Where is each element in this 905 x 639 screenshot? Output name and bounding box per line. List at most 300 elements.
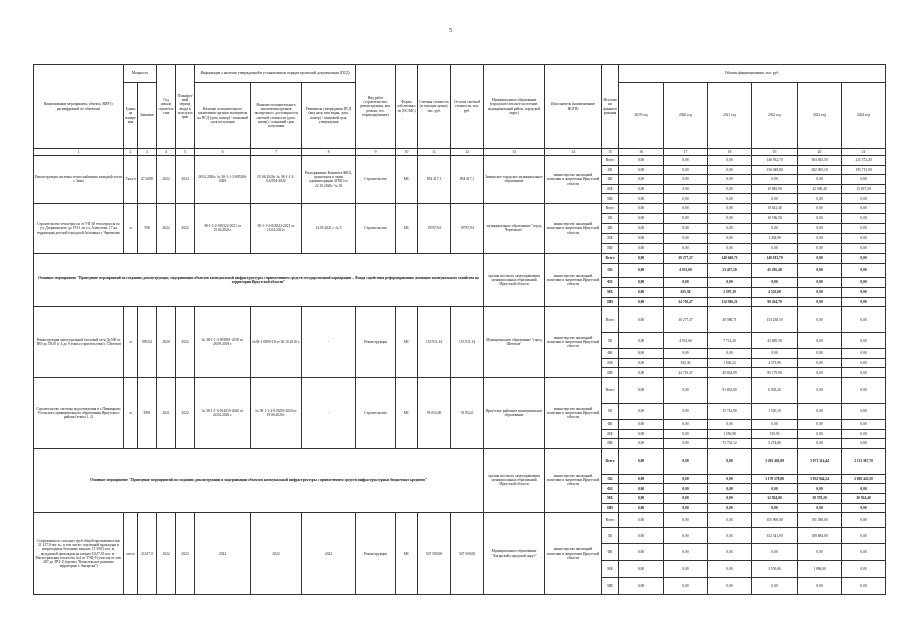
funding-value: 0,00 [842, 203, 886, 213]
cost-estimate-info: 05.06.2020г. № 38-1-1-2-022054-2020 [251, 156, 302, 204]
executor: министерство жилищной политики и энергетики Иркутской области [545, 377, 602, 448]
funding-value: 0,00 [619, 307, 664, 333]
funding-value: 0,00 [708, 419, 752, 429]
funding-value: 0,00 [619, 528, 664, 544]
funding-value: 15 742,90 [708, 403, 752, 419]
funding-value: 0,00 [708, 213, 752, 223]
funding-value: 0,00 [752, 503, 798, 513]
funding-value: 6 945,20 [752, 377, 798, 403]
funding-value: 0,00 [798, 203, 842, 213]
column-number: 13 [484, 149, 545, 156]
funding-source: ОБ [602, 263, 619, 277]
work-type: Строительство [356, 377, 396, 448]
main-event-name: Основное мероприятие "Проведение мероприятий по созданию, реконструкции и модернизации объектов коммунальной инфраструктуры с привлечением средств инфраструктурных бюджетных кредитов" [34, 448, 484, 512]
funding-value: 0,00 [752, 578, 798, 595]
capacity-value: 47,3698 [138, 156, 157, 204]
column-number: 16 [619, 149, 664, 156]
capacity-unit: м [124, 307, 138, 378]
funding-value: 0,00 [619, 544, 664, 561]
funding-value: 19 641,40 [752, 203, 798, 213]
expertise-info: № 38-1-1-3-014035-2020 от 24.04.2020 г. [195, 377, 251, 448]
funding-value: 0,00 [798, 333, 842, 349]
funding-value: 189 684,00 [798, 528, 842, 544]
funding-value: 352 341,00 [752, 528, 798, 544]
funding-value: 0,00 [664, 223, 708, 233]
end-year: 2022 [176, 203, 195, 253]
funding-source: ИИ [602, 439, 619, 449]
end-year: 2022 [176, 377, 195, 448]
header-cost-estimate: Наличие положительного заключения органов экспертизы о достоверности сметной стоимости (дата, номер) / плановый срок получения [251, 83, 302, 149]
estimated-cost: 854 417,1 [418, 156, 451, 204]
funding-value: 0,00 [752, 419, 798, 429]
work-type: Строительство [356, 203, 396, 253]
funding-value: 30 277,37 [664, 253, 708, 263]
funding-source: МБ [602, 287, 619, 297]
funding-value: 0,00 [619, 429, 664, 439]
column-number: 4 [157, 149, 176, 156]
funding-value: 2 597,30 [708, 287, 752, 297]
funding-value: 0,00 [664, 277, 708, 287]
work-type: Реконструкция [356, 307, 396, 378]
municipality: Иркутское районное муниципальное образование [484, 377, 545, 448]
funding-value: 0,00 [842, 194, 886, 204]
funding-value: 1 454,90 [752, 233, 798, 243]
municipality: органы местного самоуправления муниципальных образований Иркутской области [484, 253, 545, 306]
funding-value: 43 685,50 [752, 333, 798, 349]
header-year-2021: 2021 год [708, 83, 752, 149]
remaining-cost: 19767,94 [451, 203, 484, 253]
header-psd: Информация о наличии утвержденной в установленном порядке проектной документации (ПСД) [195, 65, 356, 83]
approval-info: 2022 [302, 513, 356, 595]
funding-source: Всего [602, 307, 619, 333]
funding-register-table [33, 64, 886, 595]
funding-value: 0,00 [708, 503, 752, 513]
funding-value: 0,00 [842, 484, 886, 494]
funding-value: 211 372,20 [842, 156, 886, 166]
object-name: Реконструкция системы теплоснабжения западной части г. Зима [34, 156, 124, 204]
funding-value: 0,00 [842, 223, 886, 233]
funding-value: 38 370,20 [798, 493, 842, 503]
funding-source: ФБ [602, 484, 619, 494]
header-year-2023: 2023 год [798, 83, 842, 149]
funding-value: 0,00 [619, 156, 664, 166]
funding-value: 0,00 [664, 528, 708, 544]
approval-info: 14.05.2021 г. № 5 [302, 203, 356, 253]
funding-source: ОБ [602, 474, 619, 484]
funding-value: 0,00 [619, 561, 664, 578]
expertise-info: 2022 [195, 513, 251, 595]
funding-value: 1 040,22 [708, 358, 752, 368]
funding-value: 0,00 [664, 561, 708, 578]
executor: министерство жилищной политики и энергетики Иркутской области [545, 253, 602, 306]
funding-value: 0,00 [842, 213, 886, 223]
funding-value: 0,00 [619, 493, 664, 503]
column-numbers-row [34, 149, 886, 156]
funding-value: 0,00 [664, 377, 708, 403]
column-number: 8 [302, 149, 356, 156]
funding-value: 0,00 [708, 277, 752, 287]
funding-value: 0,00 [708, 349, 752, 359]
funding-value: 3 071 314,44 [798, 448, 842, 474]
municipality: Муниципальное образование "Ангарский городской округ" [484, 513, 545, 595]
funding-value: 0,00 [842, 233, 886, 243]
column-number: 1 [34, 149, 124, 156]
funding-value: 0,00 [842, 419, 886, 429]
column-number: 9 [356, 149, 396, 156]
header-source: Источники финансирования [602, 65, 619, 149]
header-planned-year: Планируемый период ввода в эксплуатацию [176, 65, 195, 149]
estimated-cost: 547 500,00 [418, 513, 451, 595]
start-year: 2022 [157, 156, 176, 204]
funding-value: 49 588,71 [708, 307, 752, 333]
funding-value: 0,00 [798, 277, 842, 287]
funding-value: 0,00 [798, 349, 842, 359]
end-year: 2022 [176, 307, 195, 378]
funding-value: 195 715,00 [842, 165, 886, 175]
funding-value: 0,00 [842, 503, 886, 513]
funding-value: 40 834,09 [708, 368, 752, 378]
funding-value: 3 032 944,24 [798, 474, 842, 484]
funding-value: 0,00 [752, 194, 798, 204]
executor: министерство жилищной политики и энергетики Иркутской области [545, 203, 602, 253]
executor: министерство жилищной политики и энергетики Иркутской области [545, 513, 602, 595]
capacity-value: 909,04 [138, 307, 157, 378]
funding-value: 0,00 [664, 165, 708, 175]
column-number: 3 [138, 149, 157, 156]
cost-estimate-info: № 38-1-1-2-019250-2020 от 19.06.2020 г. [251, 377, 302, 448]
funding-source: ФБ [602, 223, 619, 233]
funding-value: 0,00 [664, 156, 708, 166]
funding-value: 91 052,00 [708, 377, 752, 403]
funding-value: 73 752,12 [708, 439, 752, 449]
estimated-cost: 91 052,00 [418, 377, 451, 448]
object-name: Строительство теплотрассы от УП-30 теплотрассы по ул. Дзержинского до УП-1 по ул. Алексеева, 17 на территории детской городской больницы г. Черемхово [34, 203, 124, 253]
ownership: МС [396, 377, 418, 448]
column-number: 10 [396, 149, 418, 156]
funding-source: МБ [602, 233, 619, 243]
funding-value: 0,00 [619, 223, 664, 233]
funding-value: 0,00 [708, 513, 752, 528]
funding-value: 0,00 [664, 349, 708, 359]
funding-value: 0,00 [708, 528, 752, 544]
funding-value: 0,00 [798, 233, 842, 243]
funding-value: 23 457,20 [708, 263, 752, 277]
funding-source: Всего [602, 253, 619, 263]
funding-value: 136 048,80 [752, 165, 798, 175]
funding-value: 0,00 [798, 243, 842, 253]
municipality: муниципальное образование "город Черемхово" [484, 203, 545, 253]
cost-estimate-info: №38-1-0809-18 от 30.10.2018 г. [251, 307, 302, 378]
funding-value: 0,00 [798, 377, 842, 403]
funding-value: 0,00 [664, 233, 708, 243]
funding-value: 0,00 [708, 243, 752, 253]
funding-value: 0,00 [842, 349, 886, 359]
funding-value: 0,00 [619, 513, 664, 528]
header-year-2022: 2022 год [752, 83, 798, 149]
funding-source: Всего [602, 203, 619, 213]
funding-value: 4 373,90 [752, 358, 798, 368]
funding-value: 0,00 [619, 368, 664, 378]
start-year: 2021 [157, 377, 176, 448]
work-type: Реконструкция [356, 513, 396, 595]
funding-value: 0,00 [664, 578, 708, 595]
funding-value: 0,00 [842, 544, 886, 561]
funding-value: 0,00 [619, 377, 664, 403]
funding-value: 0,00 [664, 419, 708, 429]
approval-info: - [302, 307, 356, 378]
funding-value: 0,00 [842, 513, 886, 528]
funding-value: 0,00 [708, 175, 752, 185]
funding-value: 0,00 [619, 297, 664, 307]
funding-value: 0,00 [708, 233, 752, 243]
funding-value: 15 657,20 [842, 184, 886, 194]
funding-value: 0,00 [619, 263, 664, 277]
funding-value: 32 824,00 [752, 493, 798, 503]
funding-value: 0,00 [842, 175, 886, 185]
funding-value: 0,00 [842, 243, 886, 253]
capacity-unit: м [124, 203, 138, 253]
header-ownership: Форма собственности (ОС/МС) [396, 65, 418, 149]
funding-value: 0,00 [752, 277, 798, 287]
funding-value: 0,00 [664, 439, 708, 449]
remaining-cost: 854 417,1 [451, 156, 484, 204]
main-event-row [34, 448, 886, 474]
funding-value: 0,00 [842, 333, 886, 349]
funding-value: 0,00 [619, 578, 664, 595]
funding-value: 0,00 [842, 528, 886, 544]
funding-value: 0,00 [708, 474, 752, 484]
funding-value: 1 896,00 [798, 561, 842, 578]
funding-value: 0,00 [842, 358, 886, 368]
funding-source: МБ [602, 429, 619, 439]
funding-value: 0,00 [798, 263, 842, 277]
funding-row [34, 513, 886, 528]
funding-value: 0,00 [798, 358, 842, 368]
funding-value: 635,30 [664, 358, 708, 368]
header-funding: Объемы финансирования, тыс. руб. [619, 65, 886, 83]
funding-value: 0,00 [798, 194, 842, 204]
header-approval: Реквизиты утверждения ПСД (вид акта, кем издан, дата, номер) / плановый срок утверждения [302, 83, 356, 149]
funding-value: 0,00 [664, 213, 708, 223]
funding-value: 0,00 [798, 403, 842, 419]
capacity-value: 21417,9 [138, 513, 157, 595]
funding-value: 0,00 [664, 243, 708, 253]
header-executor: Исполнитель (наименование ИОГВ) [545, 65, 602, 149]
funding-value: 5 274,80 [752, 439, 798, 449]
object-name: Строительство системы водоотведения в с.Пивоварово Усольского муниципального образования Иркутского района (этапы 1, 2) [34, 377, 124, 448]
funding-value: 0,00 [752, 175, 798, 185]
funding-source: ФБ [602, 419, 619, 429]
funding-source: МБ [602, 184, 619, 194]
funding-value: 0,00 [619, 474, 664, 484]
capacity-value: 598 [138, 203, 157, 253]
funding-value: 0,00 [708, 156, 752, 166]
page-number: 5 [449, 28, 452, 34]
municipality: Зиминское городское муниципальное образование [484, 156, 545, 204]
funding-source: МБ [602, 493, 619, 503]
cost-estimate-info: 38-1-1-2-018322-2021 от 15.04.2021г. [251, 203, 302, 253]
funding-value: 0,00 [619, 277, 664, 287]
funding-value: 3 170 578,08 [752, 474, 798, 484]
header-work-type: Вид работ (строительство, реконструкция, кап. ремонт, тех. перевооружение) [356, 65, 396, 149]
funding-source: ИИ [602, 297, 619, 307]
funding-row [34, 156, 886, 166]
executor: министерство жилищной политики и энергетики Иркутской области [545, 448, 602, 512]
funding-value: 114 586,21 [708, 297, 752, 307]
funding-value: 0,00 [619, 333, 664, 349]
funding-value: 0,00 [664, 513, 708, 528]
column-number: 14 [545, 149, 602, 156]
funding-source: ОБ [602, 165, 619, 175]
funding-value: 150,50 [752, 429, 798, 439]
funding-value: 0,00 [798, 578, 842, 595]
main-event-row [34, 253, 886, 263]
funding-value: 0,00 [842, 403, 886, 419]
expertise-info: 28.02.2020г. № 38-1-1-3-005306-2020 [195, 156, 251, 204]
funding-value: 0,00 [842, 263, 886, 277]
funding-value: 0,00 [619, 194, 664, 204]
funding-value: 0,00 [619, 165, 664, 175]
funding-value: 7 714,20 [708, 333, 752, 349]
funding-row [34, 377, 886, 403]
funding-value: 3 559,00 [752, 561, 798, 578]
funding-source: ИИ [602, 243, 619, 253]
capacity-unit: м [124, 377, 138, 448]
funding-source: ФБ [602, 175, 619, 185]
funding-value: 0,00 [798, 503, 842, 513]
funding-source: ФБ [602, 277, 619, 287]
approval-info: - [302, 377, 356, 448]
funding-source: ОБ [602, 528, 619, 544]
funding-value: 355 900,00 [752, 513, 798, 528]
funding-source: МБ [602, 561, 619, 578]
funding-value: 0,00 [619, 358, 664, 368]
column-number: 5 [176, 149, 195, 156]
funding-value: 22 560,40 [798, 184, 842, 194]
funding-value: 0,00 [752, 223, 798, 233]
funding-value: 0,00 [798, 484, 842, 494]
funding-value: 2 092 443,50 [842, 474, 886, 484]
object-name: Реконструкция магистральной тепловой сети Ду500 от ТК9 до ТК10 (с 4 до 9 этапы строительства) г. Шелехов [34, 307, 124, 378]
funding-value: 0,00 [619, 419, 664, 429]
funding-value: 20 924,40 [842, 493, 886, 503]
executor: министерство жилищной политики и энергетики Иркутской области [545, 156, 602, 204]
funding-value: 0,00 [842, 287, 886, 297]
funding-value: 304 565,50 [798, 156, 842, 166]
funding-row [34, 203, 886, 213]
column-number: 11 [418, 149, 451, 156]
funding-value: 0,00 [842, 429, 886, 439]
funding-value: 0,00 [752, 349, 798, 359]
ownership: МС [396, 513, 418, 595]
funding-value: 0,00 [798, 287, 842, 297]
funding-value: 0,00 [708, 194, 752, 204]
funding-value: 0,00 [842, 277, 886, 287]
header-name: Наименование мероприятия, объекта, ВИР (с расшифровкой по объектам) [34, 65, 124, 149]
municipality: органы местного самоуправления муниципальных образований Иркутской области [484, 448, 545, 512]
funding-value: 0,00 [708, 493, 752, 503]
funding-value: 0,00 [752, 544, 798, 561]
funding-value: 0,00 [842, 377, 886, 403]
column-number: 12 [451, 149, 484, 156]
funding-source: ОБ [602, 213, 619, 223]
funding-value: 0,00 [842, 578, 886, 595]
funding-value: 0,00 [798, 544, 842, 561]
ownership: МС [396, 156, 418, 204]
funding-value: 1 520,10 [752, 403, 798, 419]
funding-value: 0,00 [664, 474, 708, 484]
funding-source: ИИ [602, 194, 619, 204]
funding-value: 0,00 [708, 561, 752, 578]
funding-value: 30 277,37 [664, 307, 708, 333]
object-name: Сооружения по сельских труб общей протяженностью 21 417,9 пог. м., в том числе: подземной прокладки в непроходных бетонных каналах 13 590,5 пог. м, воздушной прокладки на опорах 8 027,35 пог. м - Магистральная теплосеть №4 от ТЭЦ-9 (участок от пав. 287 до ТРЗ-1) (проект "Комплексное развитие территории г. Ангарска") [34, 513, 124, 595]
executor: министерство жилищной политики и энергетики Иркутской области [545, 307, 602, 378]
column-number: 21 [842, 149, 886, 156]
capacity-unit: Гкал/ч [124, 156, 138, 204]
header-expertise: Наличие положительного заключения органов экспертизы на ПСД (дата, номер) / плановый срок получения [195, 83, 251, 149]
funding-source: ИИ [602, 578, 619, 595]
funding-value: 0,00 [708, 484, 752, 494]
funding-value: 0,00 [619, 184, 664, 194]
header-value: Значение [138, 83, 157, 149]
work-type: Строительство [356, 156, 396, 204]
header-estimated-cost: Сметная стоимость (в текущих ценах), тыс. руб. [418, 65, 451, 149]
header-start-year: Год начала строительства [157, 65, 176, 149]
funding-value: 0,00 [619, 439, 664, 449]
funding-value: 0,00 [664, 203, 708, 213]
funding-value: 24 710,47 [664, 368, 708, 378]
funding-value: 1 556,98 [708, 429, 752, 439]
funding-value: 0,00 [798, 429, 842, 439]
expertise-info: 38-1-1-2-018322-2021 от 15.04.2021г. [195, 203, 251, 253]
funding-value: 0,00 [664, 484, 708, 494]
funding-value: 0,00 [798, 368, 842, 378]
ownership: МС [396, 307, 418, 378]
funding-value: 0,00 [752, 484, 798, 494]
column-number: 6 [195, 149, 251, 156]
column-number: 15 [602, 149, 619, 156]
funding-source: Всего [602, 156, 619, 166]
column-number: 20 [798, 149, 842, 156]
funding-value: 0,00 [664, 544, 708, 561]
funding-value: 0,00 [708, 184, 752, 194]
funding-row [34, 307, 886, 333]
funding-value: 90 454,70 [752, 297, 798, 307]
end-year: 2023 [176, 513, 195, 595]
main-event-name: Основное мероприятие "Проведение мероприятий по созданию, реконструкции, модернизации объектов коммунальной инфраструктуры с привлечением средств государственной корпорации – Фонда содействия реформированию жилищно-коммунального хозяйства на территории Иркутской области" [34, 253, 484, 306]
funding-source: Всего [602, 513, 619, 528]
funding-value: 0,00 [708, 544, 752, 561]
funding-value: 635,30 [664, 287, 708, 297]
funding-value: 0,00 [664, 429, 708, 439]
funding-value: 0,00 [798, 253, 842, 263]
funding-source: ФБ [602, 349, 619, 359]
funding-source: ОБ [602, 403, 619, 419]
column-number: 18 [708, 149, 752, 156]
funding-source: ИИ [602, 503, 619, 513]
column-number: 7 [251, 149, 302, 156]
funding-value: 0,00 [664, 194, 708, 204]
funding-value: 0,00 [708, 203, 752, 213]
header-year-2020: 2020 год [664, 83, 708, 149]
header-remaining-cost: Остаток сметной стоимости, тыс. руб. [451, 65, 484, 149]
column-number: 19 [752, 149, 798, 156]
funding-value: 0,00 [798, 223, 842, 233]
funding-value: 0,00 [842, 253, 886, 263]
funding-source: ИИ [602, 368, 619, 378]
remaining-cost: 547 500,00 [451, 513, 484, 595]
funding-value: 0,00 [842, 561, 886, 578]
